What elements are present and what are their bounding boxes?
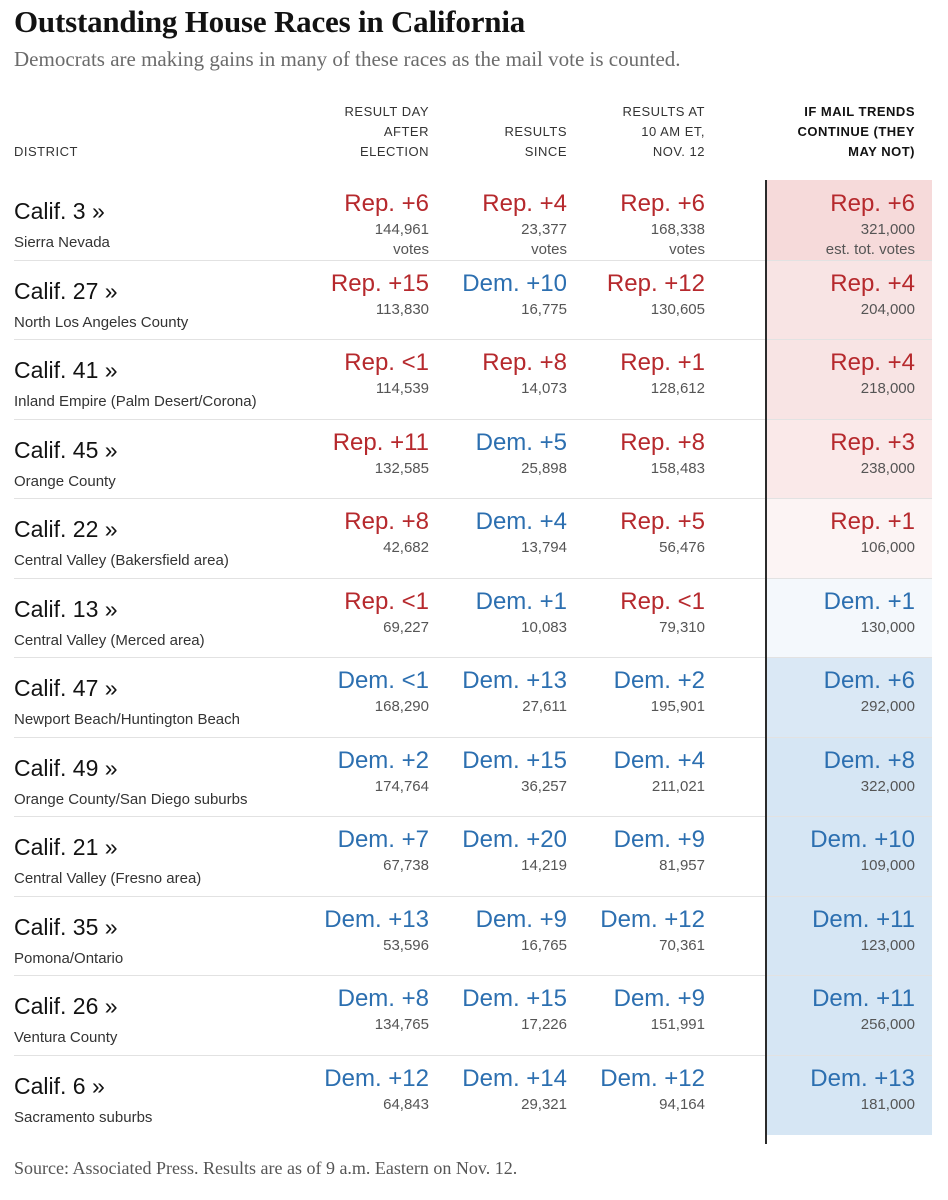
day-after-margin: Dem. +12 — [324, 1064, 429, 1092]
day-after-margin: Rep. +11 — [332, 428, 429, 456]
projected-votes: 204,000 — [860, 300, 915, 318]
source-note: Source: Associated Press. Results are as of 9 a.m. Eastern on Nov. 12. — [14, 1158, 518, 1178]
projected-votes: 256,000 — [860, 1016, 915, 1033]
projected-votes: 292,000 — [860, 698, 915, 715]
district-region: Pomona/Ontario — [14, 949, 124, 967]
since-margin: Dem. +1 — [475, 587, 567, 615]
row-divider — [14, 498, 932, 499]
at-10am-votes: 151,991 — [650, 1016, 705, 1033]
projected-margin: Dem. +6 — [823, 667, 915, 694]
day-after-votes: 42,682 — [383, 539, 429, 556]
at-10am-votes: 70,361 — [659, 936, 705, 954]
day-after-votes: 134,765 — [374, 1016, 429, 1033]
projected-margin: Rep. +4 — [830, 349, 915, 376]
day-after-votes: 69,227 — [383, 618, 429, 636]
day-after-margin: Rep. +15 — [330, 269, 429, 297]
day-after-margin: Rep. <1 — [344, 349, 429, 376]
since-votes: 14,219 — [521, 857, 567, 874]
at-10am-margin: Rep. +8 — [620, 428, 705, 456]
day-after-margin: Dem. +13 — [324, 905, 429, 933]
projected-margin: Rep. +3 — [830, 428, 915, 456]
projected-votes: 130,000 — [860, 618, 915, 636]
projected-votes: 238,000 — [860, 459, 915, 477]
at-10am-margin: Rep. +5 — [620, 508, 705, 535]
day-after-margin: Rep. <1 — [344, 587, 429, 615]
district-link[interactable]: Calif. 49 » — [14, 754, 118, 781]
at-10am-margin: Dem. +4 — [613, 746, 705, 774]
row-divider — [14, 260, 932, 261]
day-after-margin: Dem. +7 — [337, 826, 429, 853]
since-margin: Dem. +20 — [462, 826, 567, 853]
district-region: Central Valley (Bakersfield area) — [14, 552, 229, 569]
projected-votes: 106,000 — [860, 539, 915, 556]
at-10am-margin: Rep. +1 — [620, 349, 705, 376]
day-after-margin: Dem. +2 — [337, 746, 429, 774]
at-10am-votes: 158,483 — [650, 459, 705, 477]
at-10am-margin: Dem. +2 — [613, 667, 705, 694]
day-after-margin: Dem. <1 — [337, 667, 429, 694]
header-mail-trends: IF MAIL TRENDS CONTINUE (THEY MAY NOT) — [797, 104, 915, 159]
since-margin: Dem. +10 — [462, 269, 567, 297]
row-divider — [14, 896, 932, 897]
at-10am-votes: 81,957 — [659, 857, 705, 874]
district-region: Orange County/San Diego suburbs — [14, 790, 248, 808]
at-10am-votes: 168,338 votes — [650, 221, 705, 258]
at-10am-votes: 79,310 — [659, 618, 705, 636]
projected-margin: Dem. +10 — [810, 826, 915, 853]
since-votes: 16,775 — [521, 300, 567, 318]
since-margin: Dem. +13 — [462, 667, 567, 694]
district-region: Sierra Nevada — [14, 234, 110, 251]
at-10am-margin: Rep. +12 — [606, 269, 705, 297]
district-link[interactable]: Calif. 27 » — [14, 277, 118, 304]
projected-votes: 322,000 — [860, 777, 915, 795]
since-votes: 13,794 — [521, 539, 567, 556]
since-margin: Rep. +4 — [482, 190, 567, 217]
district-region: North Los Angeles County — [14, 313, 189, 331]
at-10am-votes: 195,901 — [650, 698, 705, 715]
district-region: Central Valley (Merced area) — [14, 631, 205, 649]
district-region: Sacramento suburbs — [14, 1108, 153, 1126]
projected-votes: 321,000 est. tot. votes — [825, 221, 915, 258]
projected-margin: Rep. +1 — [830, 508, 915, 535]
day-after-votes: 113,830 — [375, 300, 429, 318]
projection-divider — [765, 180, 767, 1144]
district-link[interactable]: Calif. 45 » — [14, 436, 118, 463]
projected-votes: 123,000 — [860, 936, 915, 954]
projected-margin: Dem. +8 — [823, 746, 915, 774]
row-divider — [14, 975, 932, 976]
header-district: DISTRICT — [14, 144, 78, 159]
projected-votes: 109,000 — [860, 857, 915, 874]
since-votes: 23,377 votes — [521, 221, 567, 258]
day-after-votes: 168,290 — [374, 698, 429, 715]
district-link[interactable]: Calif. 3 » — [14, 198, 105, 224]
since-margin: Dem. +15 — [462, 985, 567, 1012]
district-link[interactable]: Calif. 35 » — [14, 913, 118, 940]
row-divider — [14, 737, 932, 738]
district-link[interactable]: Calif. 26 » — [14, 993, 118, 1019]
since-margin: Rep. +8 — [482, 349, 567, 376]
projected-margin: Dem. +13 — [810, 1064, 915, 1092]
projected-margin: Dem. +11 — [812, 905, 915, 933]
since-votes: 29,321 — [521, 1095, 567, 1113]
district-link[interactable]: Calif. 22 » — [14, 516, 118, 542]
at-10am-margin: Rep. <1 — [620, 587, 705, 615]
day-after-votes: 67,738 — [383, 857, 429, 874]
projected-margin: Dem. +11 — [812, 985, 915, 1012]
day-after-votes: 174,764 — [374, 777, 429, 795]
since-margin: Dem. +5 — [475, 428, 567, 456]
day-after-votes: 144,961 votes — [374, 221, 429, 258]
district-link[interactable]: Calif. 13 » — [14, 595, 118, 622]
day-after-votes: 64,843 — [383, 1095, 429, 1113]
at-10am-votes: 211,021 — [651, 777, 705, 795]
at-10am-votes: 94,164 — [659, 1095, 705, 1113]
page-subtitle: Democrats are making gains in many of these races as the mail vote is counted. — [14, 47, 681, 71]
row-divider — [14, 816, 932, 817]
day-after-votes: 132,585 — [374, 459, 429, 477]
at-10am-votes: 56,476 — [659, 539, 705, 556]
at-10am-votes: 130,605 — [650, 300, 705, 318]
at-10am-margin: Dem. +9 — [613, 985, 705, 1012]
projected-votes: 181,000 — [860, 1095, 915, 1113]
row-divider — [14, 419, 932, 420]
since-votes: 27,611 — [522, 698, 567, 715]
row-divider — [14, 578, 932, 579]
district-region: Orange County — [14, 472, 116, 490]
district-link[interactable]: Calif. 41 » — [14, 357, 118, 383]
header-since: RESULTS SINCE — [504, 124, 567, 159]
since-votes: 25,898 — [521, 459, 567, 477]
at-10am-margin: Dem. +12 — [600, 1064, 705, 1092]
district-region: Ventura County — [14, 1029, 118, 1046]
since-votes: 14,073 — [521, 380, 567, 397]
day-after-margin: Dem. +8 — [337, 985, 429, 1012]
projected-votes: 218,000 — [860, 380, 915, 397]
page-title: Outstanding House Races in California — [14, 4, 526, 39]
district-region: Inland Empire (Palm Desert/Corona) — [14, 393, 257, 410]
district-link[interactable]: Calif. 47 » — [14, 675, 118, 701]
district-link[interactable]: Calif. 6 » — [14, 1072, 105, 1099]
projected-margin: Dem. +1 — [823, 587, 915, 615]
day-after-votes: 114,539 — [375, 380, 429, 397]
district-region: Newport Beach/Huntington Beach — [14, 711, 240, 728]
district-region: Central Valley (Fresno area) — [14, 870, 202, 887]
since-margin: Dem. +14 — [462, 1064, 567, 1092]
row-divider — [14, 339, 932, 340]
header-day-after: RESULT DAY AFTER ELECTION — [344, 104, 429, 159]
day-after-votes: 53,596 — [383, 936, 429, 954]
at-10am-votes: 128,612 — [650, 380, 705, 397]
since-margin: Dem. +9 — [475, 905, 567, 933]
projected-margin: Rep. +6 — [830, 190, 915, 217]
since-votes: 17,226 — [521, 1016, 567, 1033]
since-votes: 36,257 — [521, 777, 567, 795]
row-divider — [14, 1055, 932, 1056]
row-divider — [14, 657, 932, 658]
at-10am-margin: Dem. +12 — [600, 905, 705, 933]
since-margin: Dem. +4 — [475, 508, 567, 535]
day-after-margin: Rep. +6 — [344, 190, 429, 217]
since-votes: 10,083 — [521, 618, 567, 636]
projected-margin: Rep. +4 — [830, 269, 915, 297]
at-10am-margin: Rep. +6 — [620, 190, 705, 217]
header-at-10am: RESULTS AT 10 AM ET, NOV. 12 — [622, 104, 705, 159]
since-votes: 16,765 — [521, 936, 567, 954]
day-after-margin: Rep. +8 — [344, 508, 429, 535]
since-margin: Dem. +15 — [462, 746, 567, 774]
district-link[interactable]: Calif. 21 » — [14, 834, 118, 860]
at-10am-margin: Dem. +9 — [613, 826, 705, 853]
